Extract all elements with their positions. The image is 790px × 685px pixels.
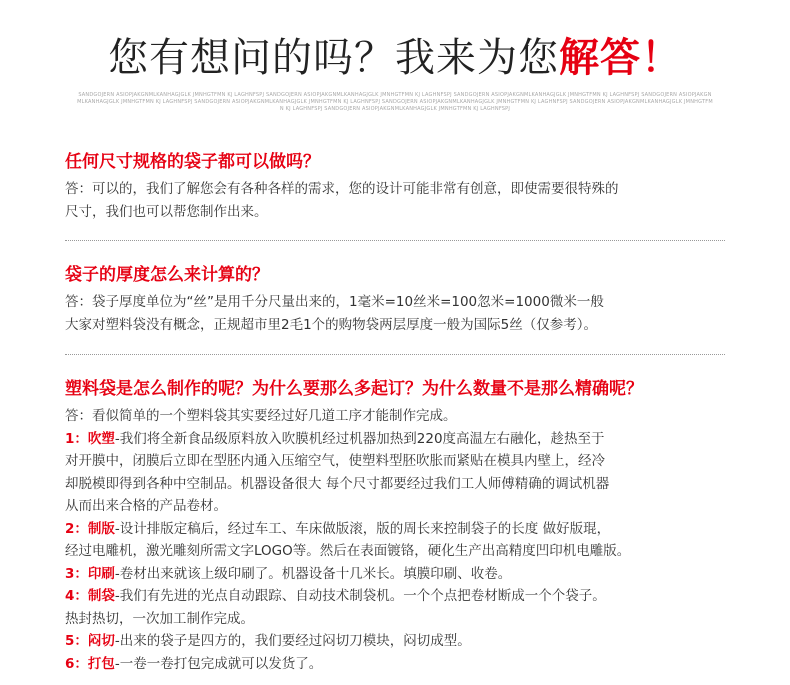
- faq-answer-line: 尺寸，我们也可以帮您制作出来。: [65, 204, 268, 220]
- faq-item-production: [65, 377, 730, 675]
- step-label: 5：闷切: [65, 633, 115, 649]
- step-text: -一卷一卷打包完成就可以发货了。: [114, 655, 323, 672]
- step-1-continued: 却脱模即得到各种中空制品。机器设备很大 每个尺寸都要经过我们工人师傅精确的调试机器: [65, 475, 610, 492]
- faq-question: 任何尺寸规格的袋子都可以做吗？: [65, 152, 320, 172]
- step-4-continued: 热封热切，一次加工制作完成。: [65, 610, 254, 627]
- page-header: [0, 30, 790, 113]
- step-6: [65, 653, 730, 676]
- faq-question: 塑料袋是怎么制作的呢？为什么要那么多起订？为什么数量不是那么精确呢？: [65, 379, 643, 399]
- step-4: [65, 585, 730, 608]
- divider: [65, 240, 725, 241]
- faq-answer-intro: 答：看似简单的一个塑料袋其实要经过好几道工序才能制作完成。: [65, 408, 457, 424]
- step-text: -出来的袋子是四方的，我们要经过闷切刀模块，闷切成型。: [114, 633, 471, 649]
- step-text: -我们将全新食品级原料放入吹膜机经过机器加热到220度高温左右融化，趁热至于: [114, 430, 605, 447]
- step-1: [65, 428, 730, 451]
- step-5: [65, 630, 730, 653]
- faq-answer-line: 大家对塑料袋没有概念，正规超市里2毛1个的购物袋两层厚度一般为国际5丝（仅参考）。: [65, 317, 598, 333]
- page-title: [0, 30, 790, 86]
- faq-answer-line: 答：可以的，我们了解您会有各种各样的需求，您的设计可能非常有创意，即使需要很特殊的: [65, 181, 619, 197]
- step-1-continued: 从而出来合格的产品卷材。: [65, 498, 227, 514]
- step-2: [65, 518, 730, 541]
- faq-item-thickness: [65, 263, 730, 337]
- step-label: 6：打包: [65, 655, 115, 672]
- faq-question: 袋子的厚度怎么来计算的？: [65, 265, 269, 285]
- faq-answer-line: 答：袋子厚度单位为“丝”是用千分尺量出来的，1毫米=10丝米=100忽米=1000微米一般: [65, 294, 604, 310]
- step-text: -设计排版定稿后，经过车工、车床做版滚，版的周长来控制袋子的长度 做好版琨，: [114, 520, 611, 537]
- decorative-filler-text: SANDGOJERN ASIOPJAKGNMLKANHAGJGLK JMNHGTFMN KJ LAGHNFSPJ SANDGOJERN ASIOPJAKGNMLKANHAGJGLK JMNHGTFMN KJ LAGHNFSPJ SANDGOJERN ASIOPJAKGNMLKANHAGJGLK JMNHGTFMN KJ LAGHNFSPJ SANDGOJERN ASIOPJAKGNMLKANHAGJGLK JMNHGTFMN KJ LAGHNFSPJ SANDGOJERN ASIOPJAKGNMLKANHAGJGLK JMNHGTFMN KJ LAGHNFSPJ SANDGOJERN ASIOPJAKGNMLKANHAGJGLK JMNHGTFMN KJ LAGHNFSPJ SANDGOJERN ASIOPJAKGNMLKANHAGJGLK JMNHGTFMN KJ LAGHNFSPJ SANDGOJERN ASIOPJAKGNMLKANHAGJGLK JMNHGTFMN KJ LAGHNFSPJ: [77, 92, 713, 112]
- title-accent: 解答！: [559, 35, 682, 81]
- step-label: 1：吹塑: [65, 430, 115, 447]
- step-label: 4：制袋: [65, 588, 115, 604]
- step-text: -我们有先进的光点自动跟踪、自动技术制袋机。一个个点把卷材断成一个个袋子。: [114, 588, 606, 604]
- faq-item-size: [65, 150, 730, 224]
- step-1-continued: 对开膜中，闭膜后立即在型胚内通入压缩空气，使塑料型胚吹胀而紧贴在模具内壁上，经冷: [65, 453, 605, 469]
- step-2-continued: 经过电雕机，激光雕刻所需文字LOGO等。然后在表面镀铬，硬化生产出高精度凹印机电雕版。: [65, 543, 631, 559]
- divider: [65, 354, 725, 355]
- step-text: -卷材出来就该上级印刷了。机器设备十几米长。填膜印刷、收卷。: [114, 565, 512, 582]
- title-main: 您有想问的吗？我来为您: [108, 35, 559, 81]
- step-3: [65, 563, 730, 586]
- step-label: 2：制版: [65, 520, 115, 537]
- step-label: 3：印刷: [65, 565, 115, 582]
